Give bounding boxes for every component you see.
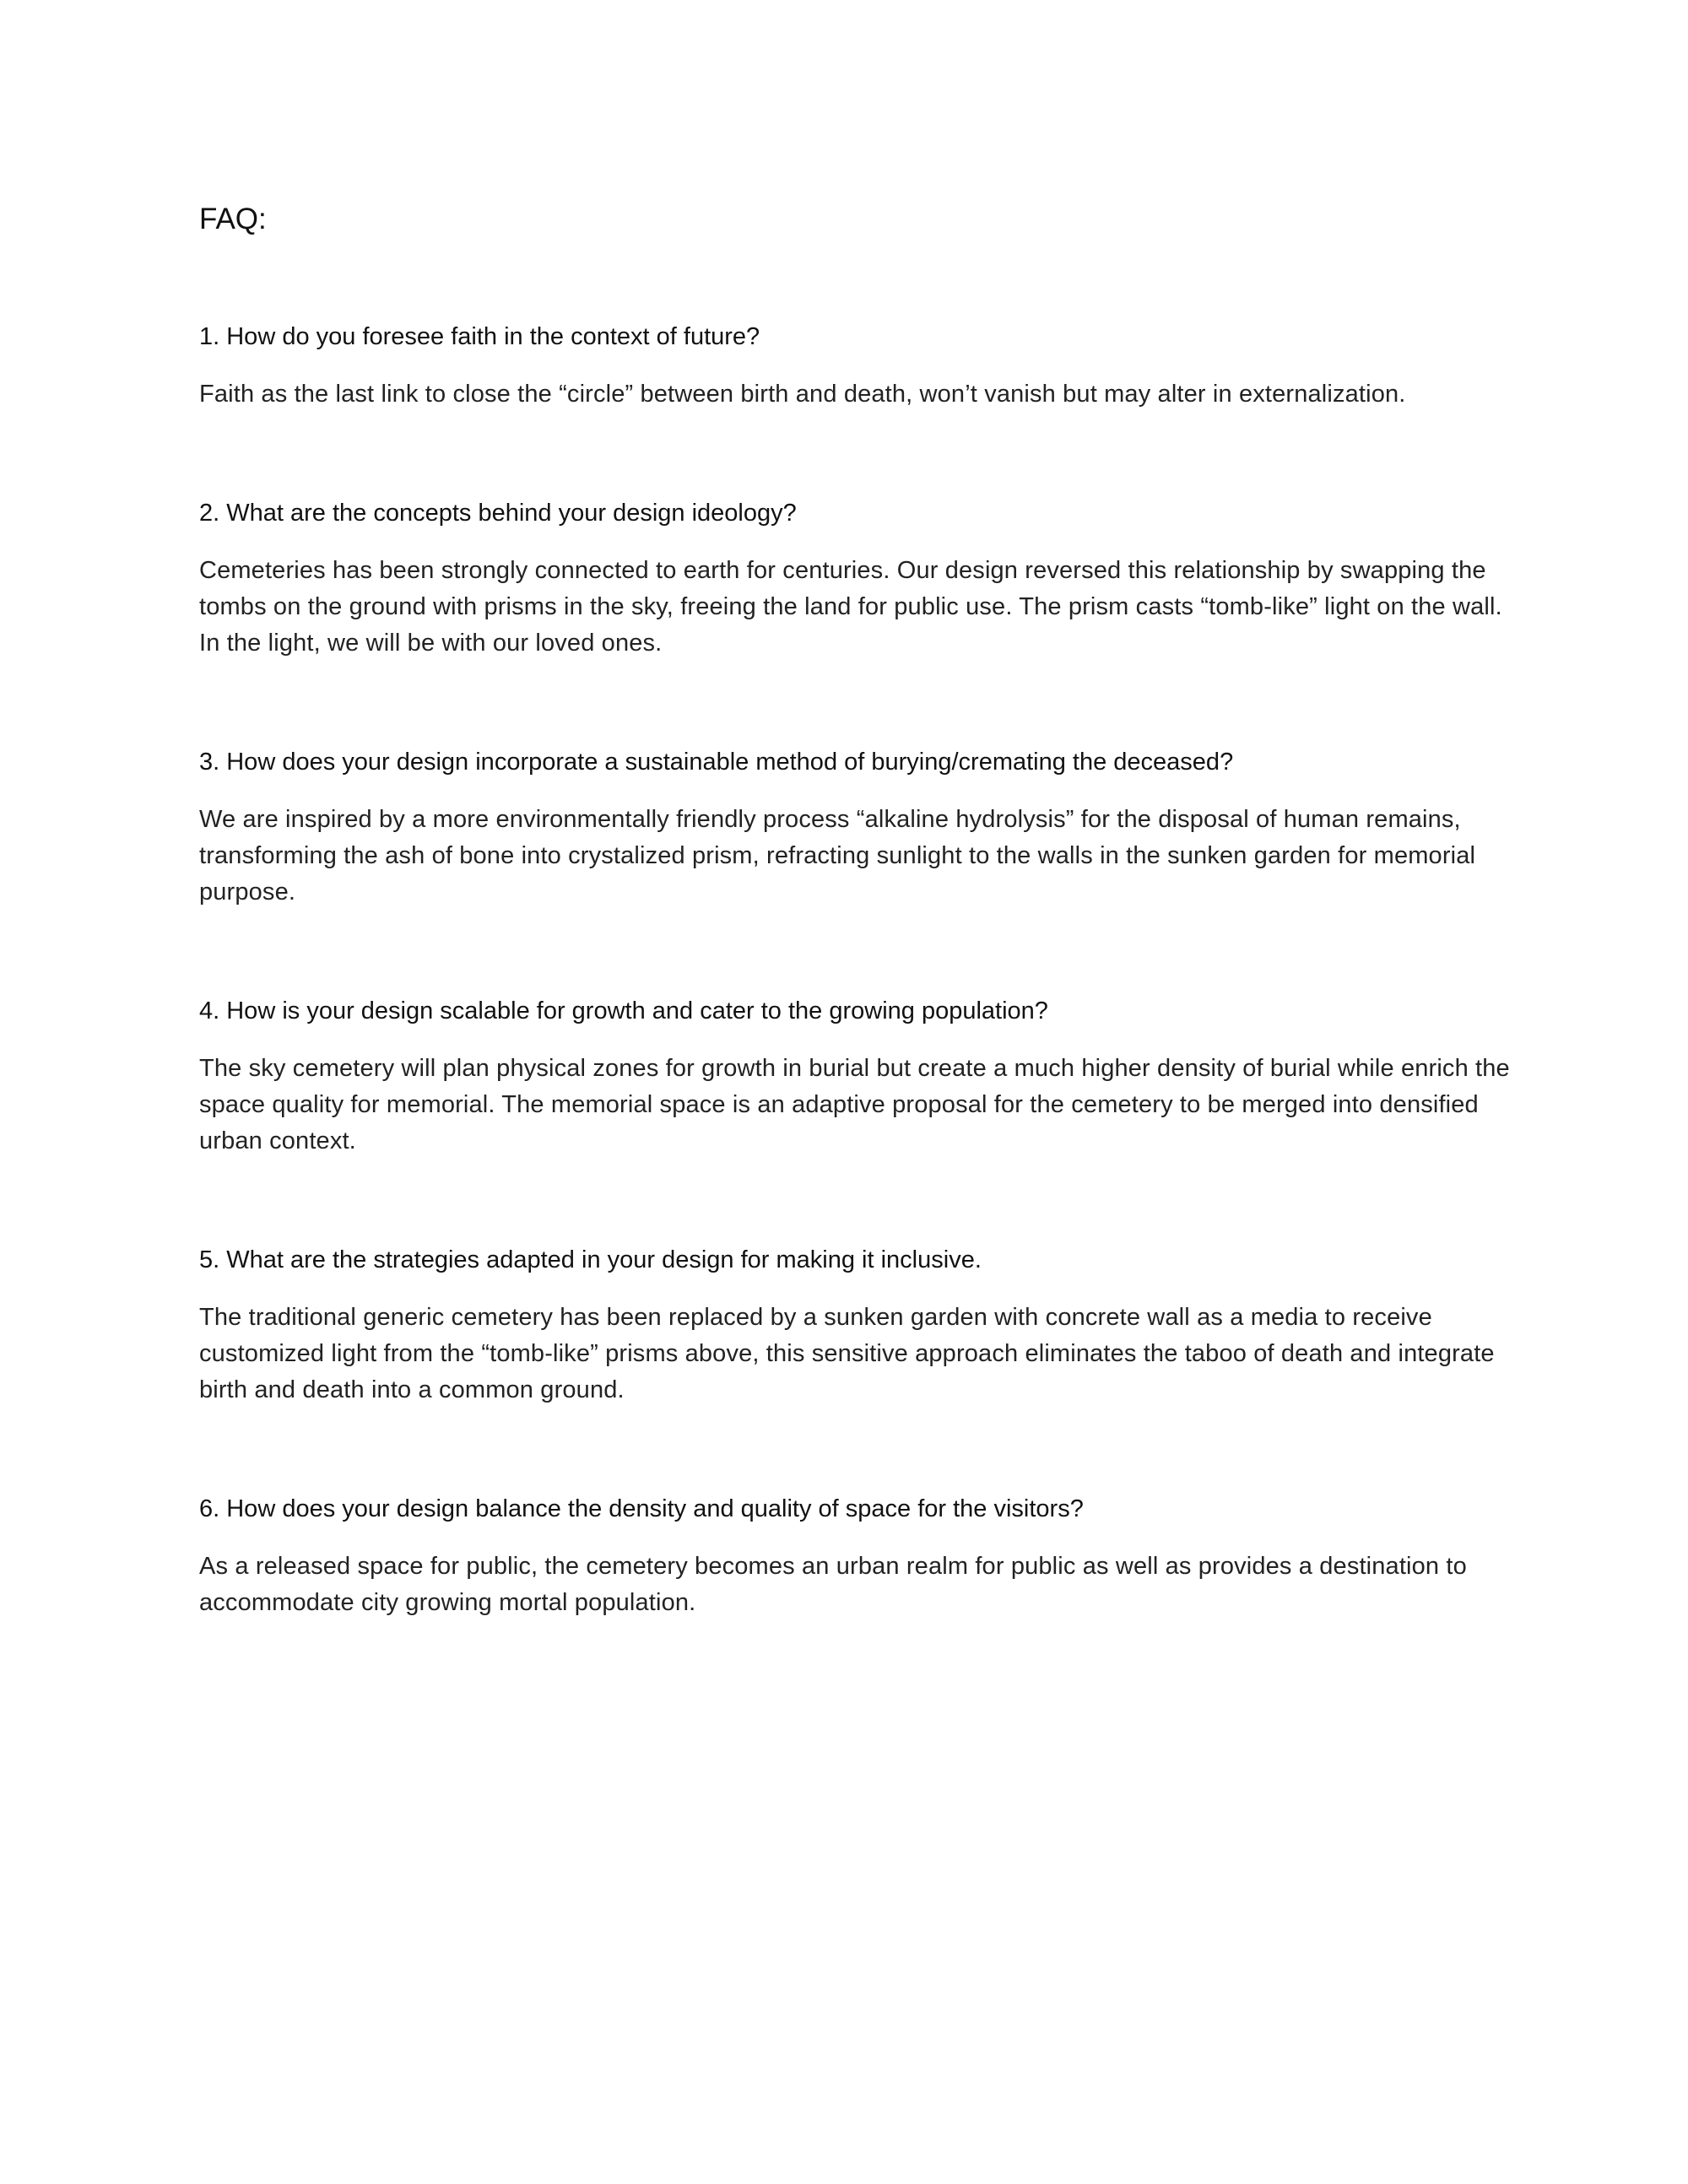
faq-answer: As a released space for public, the cemetery becomes an urban realm for public as well as provides a destination to accommodate city growing mortal population. (199, 1553, 1467, 1616)
faq-item-6 (199, 1490, 1516, 1621)
faq-item-3 (199, 743, 1516, 911)
faq-item-2 (199, 495, 1516, 662)
faq-item-4 (199, 992, 1516, 1160)
faq-answer: Faith as the last link to close the “circle” between birth and death, won’t vanish but may alter in externalization. (199, 381, 1406, 408)
faq-answer: The sky cemetery will plan physical zones for growth in burial but create a much higher density of burial while enrich the space quality for memorial. The memorial space is an adaptive proposal for the cemetery to be merged into densified urban context. (199, 1055, 1510, 1154)
faq-item-5 (199, 1241, 1516, 1408)
faq-answer: We are inspired by a more environmentally friendly process “alkaline hydrolysis” for the disposal of human remains, transforming the ash of bone into crystalized prism, refracting sunlight to the walls in the sunken garden for memorial purpose. (199, 806, 1476, 905)
faq-question: 2. What are the concepts behind your design ideology? (199, 500, 797, 527)
faq-answer: Cemeteries has been strongly connected to earth for centuries. Our design reversed this relationship by swapping the tombs on the ground with prisms in the sky, freeing the land for public use. The prism casts “tomb-like” light on the wall. In the light, we will be with our loved ones. (199, 557, 1502, 657)
faq-answer: The traditional generic cemetery has been replaced by a sunken garden with concrete wall as a media to receive customized light from the “tomb-like” prisms above, this sensitive approach eliminates the taboo of death and integrate birth and death into a common ground. (199, 1304, 1495, 1403)
faq-question: 5. What are the strategies adapted in your design for making it inclusive. (199, 1246, 982, 1273)
faq-item-1 (199, 318, 1516, 413)
faq-question: 6. How does your design balance the density and quality of space for the visitors? (199, 1495, 1084, 1522)
faq-question: 4. How is your design scalable for growth and cater to the growing population? (199, 997, 1048, 1024)
faq-question: 3. How does your design incorporate a sustainable method of burying/cremating the deceased? (199, 749, 1234, 776)
faq-question: 1. How do you foresee faith in the context of future? (199, 323, 760, 350)
page-title: FAQ: (199, 203, 267, 235)
